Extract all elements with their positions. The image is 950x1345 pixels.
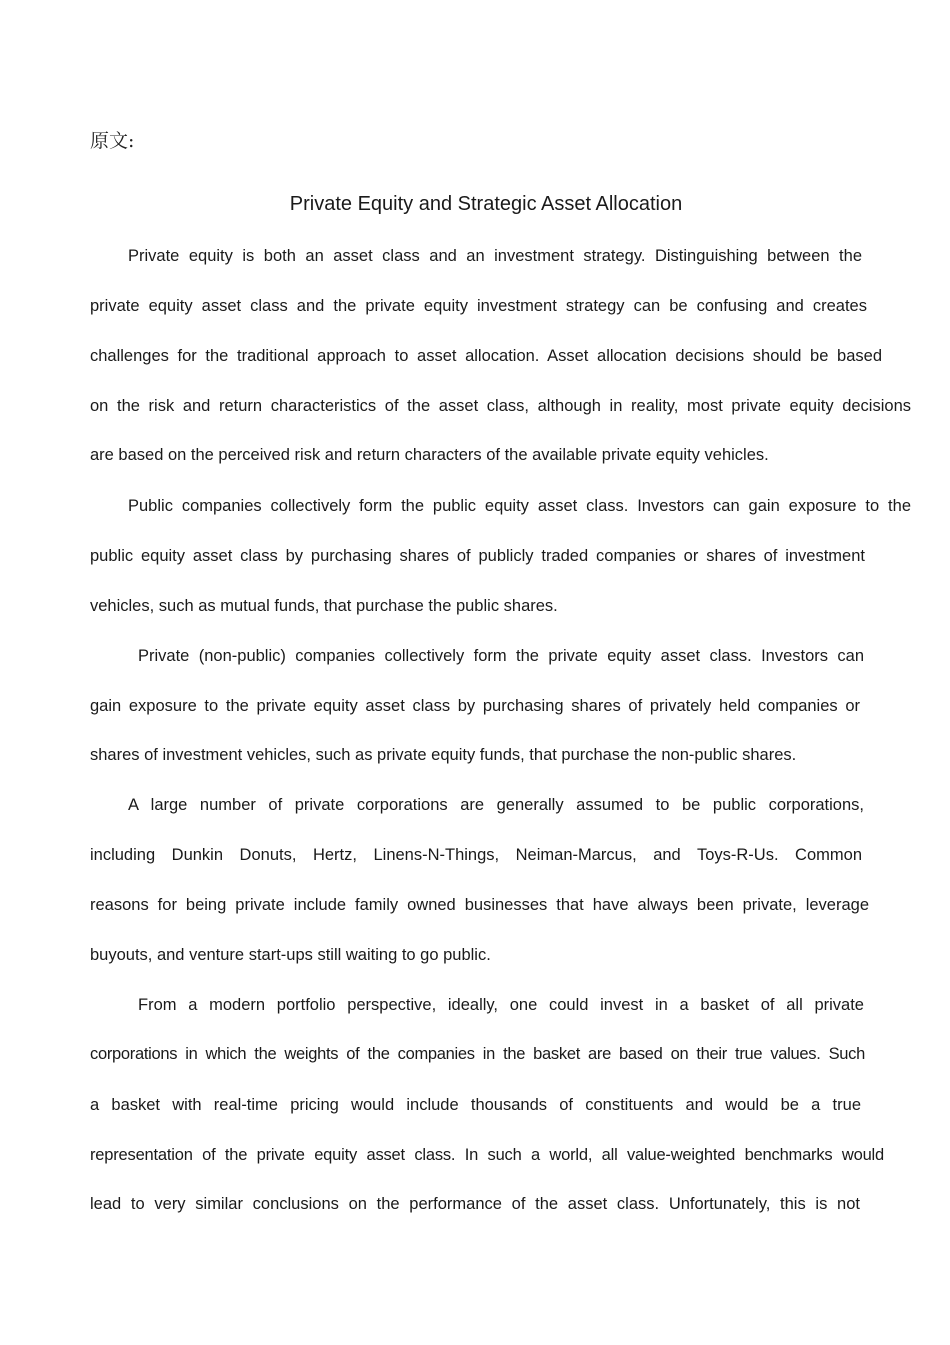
text-line: shares of investment vehicles, such as private equity funds, that purchase the non-public shares. — [90, 746, 797, 764]
text-line: on the risk and return characteristics of the asset class, although in reality, most private equity decisions — [90, 397, 911, 415]
text-line: lead to very similar conclusions on the performance of the asset class. Unfortunately, this is not — [90, 1195, 860, 1213]
text-line: A large number of private corporations are generally assumed to be public corporations, — [128, 796, 864, 814]
text-line: vehicles, such as mutual funds, that purchase the public shares. — [90, 597, 558, 615]
text-line: buyouts, and venture start-ups still waiting to go public. — [90, 946, 491, 964]
text-line: corporations in which the weights of the companies in the basket are based on their true values. Such — [90, 1045, 865, 1063]
text-line: From a modern portfolio perspective, ideally, one could invest in a basket of all private — [138, 996, 864, 1014]
text-line: public equity asset class by purchasing shares of publicly traded companies or shares of investment — [90, 547, 865, 565]
text-line: private equity asset class and the private equity investment strategy can be confusing and creates — [90, 297, 867, 315]
document-title: Private Equity and Strategic Asset Allocation — [289, 193, 683, 215]
text-line: Private equity is both an asset class and an investment strategy. Distinguishing between the — [128, 247, 862, 265]
text-line: Private (non-public) companies collectively form the private equity asset class. Investors can — [138, 647, 864, 665]
text-line: challenges for the traditional approach to asset allocation. Asset allocation decisions should be based — [90, 347, 882, 365]
text-line: representation of the private equity asset class. In such a world, all value-weighted benchmarks would — [90, 1146, 884, 1164]
text-line: are based on the perceived risk and return characters of the available private equity vehicles. — [90, 446, 769, 464]
text-line: Public companies collectively form the public equity asset class. Investors can gain exposure to the — [128, 497, 911, 515]
text-line: gain exposure to the private equity asset class by purchasing shares of privately held companies or — [90, 697, 860, 715]
text-line: including Dunkin Donuts, Hertz, Linens-N-Things, Neiman-Marcus, and Toys-R-Us. Common — [90, 846, 862, 864]
heading-label: 原文: — [90, 130, 135, 152]
text-line: reasons for being private include family owned businesses that have always been private, leverage — [90, 896, 869, 914]
text-line: a basket with real-time pricing would include thousands of constituents and would be a true — [90, 1096, 861, 1114]
